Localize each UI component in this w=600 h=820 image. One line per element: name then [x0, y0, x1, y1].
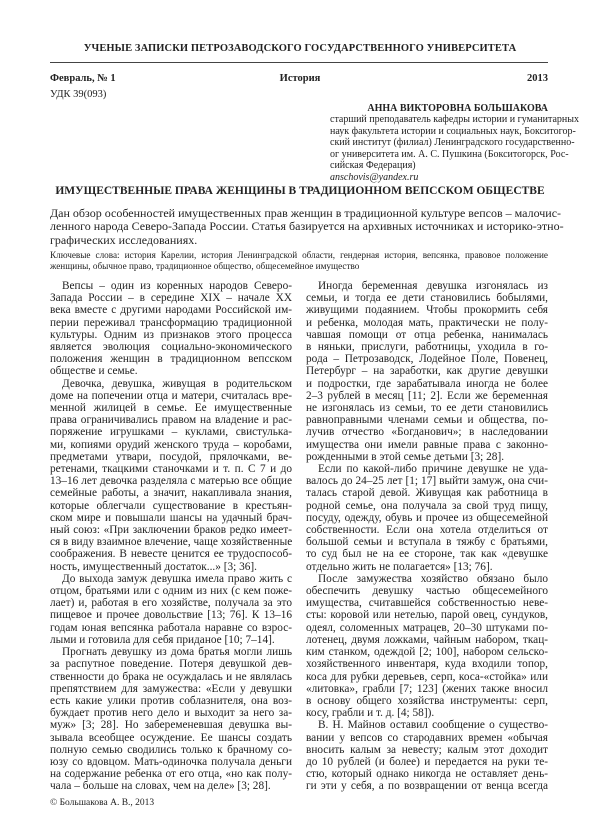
abstract-line: Дан обзор особенностей имущественных прав женщин в традиционной культуре вепсов – малочис- [50, 206, 562, 220]
text-line: чала – больше на словах, чем на деле» [3; 28]. [50, 780, 271, 793]
author-name: АННА ВИКТОРОВНА БОЛЬШАКОВА [367, 103, 548, 114]
text-line: в основу общего хозяйства инструменты: серп, [306, 694, 548, 707]
text-line: до 10 рублей (и более) и передается на руки те- [306, 755, 548, 768]
text-line: годам юная вепсянка работала наравне со взрос- [50, 621, 292, 634]
text-line: лучив отчество «Богданович»; в наследовании [306, 426, 548, 439]
paragraph [50, 280, 292, 378]
text-line: ким станком, одеждой [2; 100], набором сельско- [306, 646, 548, 659]
text-line: собственности. Если она хотела отделиться от [306, 524, 548, 537]
text-line: права ограничивались правом на владение и рас- [50, 414, 292, 427]
text-line: Иногда беременная девушка изгонялась из [318, 280, 548, 292]
text-line: вносить калым за невесту; калым этот доходит [306, 743, 548, 756]
paragraph [306, 573, 548, 719]
keywords [50, 250, 548, 272]
text-line: менной жилицей в семье. Ее имущественные [50, 402, 292, 415]
left-column [50, 280, 292, 793]
text-line: чавшая помощи от отца ребенка, нанималась [306, 328, 548, 341]
paragraph [50, 378, 292, 573]
affiliation-line: ский институт (филиал) Ленинградского государственно- [330, 137, 575, 149]
text-line: на содержание ребенка от его отца, «но как полу- [50, 768, 292, 781]
text-line: отдельно жить не полагается» [13; 76]. [306, 560, 493, 573]
text-line: Девочка, девушка, живущая в родительском [62, 377, 292, 390]
text-line: полную семью сводились только к брачному со- [50, 743, 292, 756]
affiliation-line: наук факультета истории и социальных наук, Бокситогор- [330, 125, 576, 137]
text-line: «литовка», грабли [7; 123] (жених также вносил [306, 682, 548, 695]
text-line: ственности до брака не осуждалась и не являлась [50, 670, 292, 683]
header-divider [50, 62, 548, 63]
text-line: ся в виду взаимное влечение, чаще хозяйственные [50, 536, 293, 549]
paragraph [50, 646, 292, 792]
text-line: и ребенка, молодая мать, практически не полу- [306, 316, 548, 329]
text-line: зывала всеобщее осуждение. Ее шансы создать [50, 731, 292, 744]
text-line: отцом, братьями или с одним из них (с кем поже- [50, 585, 292, 598]
udk-code: УДК 39(093) [50, 89, 107, 100]
text-line: ги эти у себя, а по возвращении от венца всегда [306, 780, 548, 793]
text-line: ми, копиями орудий женского труда – коробами, [50, 438, 292, 451]
text-line: лает) и, работая в его хозяйстве, получала за это [50, 597, 292, 610]
text-line: обеспечить девушку частью общесемейного [306, 585, 548, 598]
paragraph [306, 719, 548, 792]
text-line: равноправными членами семьи и общества, по- [306, 414, 548, 427]
text-line: положения женщин в традиционном вепсском [50, 353, 292, 366]
text-line: Вепсы – один из коренных народов Северо- [62, 280, 292, 292]
affiliation-line: старший преподаватель кафедры истории и гуманитарных [330, 114, 579, 125]
text-line: имущества они имели равные права с законно- [306, 438, 548, 451]
text-line: стю, который однако никогда не оставляет день- [306, 768, 548, 781]
abstract-line: графических исследованиях. [50, 232, 198, 247]
text-line: обществе и семье. [50, 365, 138, 378]
text-line: то суд был не на ее стороне, так как «девушке [306, 548, 548, 561]
text-line: перии переживал трансформацию традиционной [50, 316, 292, 329]
text-line: живущими подаянием. Чтобы прокормить себя [306, 304, 548, 317]
keywords-line: женщины, обычное право, традиционное общество, общесемейное имущество [50, 261, 360, 272]
text-line: 2–3 рублей в месяц [11; 2]. Если же беременная [306, 389, 548, 402]
text-line: культуры. Одним из признаков этого процесса [50, 328, 292, 341]
text-line: Петербург – на заработки, как другие девушки [306, 365, 548, 378]
abstract [50, 206, 564, 247]
text-line: ность, имущественный достаток...» [3; 36]. [50, 560, 257, 573]
affiliation-line: сийская Федерация) [330, 160, 416, 172]
text-line: является эволюция социально-экономического [50, 341, 292, 354]
paragraph [50, 573, 292, 646]
article-title: ИМУЩЕСТВЕННЫЕ ПРАВА ЖЕНЩИНЫ В ТРАДИЦИОННОМ ВЕПССКОМ ОБЩЕСТВЕ [55, 185, 545, 197]
right-column [306, 280, 548, 793]
text-line: Прогнать девушку из дома братья могли лишь [62, 646, 292, 659]
text-line: сты: коровой или нетелью, парой овец, сундуков, [306, 609, 548, 622]
text-line: хозяйственного инвентаря, куда входили топор, [306, 658, 548, 671]
text-line: До выхода замуж девушка имела право жить с [62, 572, 292, 585]
text-line: вании у вепсов со стародавних времен «обычая [306, 731, 548, 744]
text-line: семейные работы, а значит, накапливала знания, [50, 487, 292, 500]
text-line: родной семье, она получала за свой труд пищу, [306, 499, 548, 512]
text-line: После замужества хозяйство обязано было [318, 572, 548, 585]
text-line: юзу со вдовцом. Мать-одиночка получала деньги [50, 755, 292, 768]
text-line: посуду, одежду, обувь и прочее из общесемейной [306, 511, 548, 524]
text-line: в няньки, прислуги, работницы, уходила в го- [306, 341, 548, 354]
text-line: большой семьи и вступала в тяжбу с братьями, [306, 536, 548, 549]
issue-label: Февраль, № 1 [50, 73, 116, 84]
text-line: за распутное поведение. Потеря девушкой дев- [50, 658, 292, 671]
year-label: 2013 [527, 73, 548, 84]
text-line: ском мире и повышали шансы на удачный брач- [50, 511, 292, 524]
text-line: имущества, считавшейся собственностью неве- [306, 597, 548, 610]
text-line: которые облегчали существование в крестьян- [50, 499, 292, 512]
text-line: предметами утвари, посудой, прялочками, ве- [50, 450, 292, 463]
text-line: валось до 24–25 лет [1; 17] выйти замуж, она счи- [306, 475, 548, 488]
author-email[interactable]: anschovis@yandex.ru [330, 171, 419, 183]
text-line: есть какие улики против соблазнителя, она воз- [50, 694, 292, 707]
text-line: В. Н. Майнов оставил сообщение о существо- [318, 719, 548, 732]
affiliation-line: ог университета им. А. С. Пушкина (Бокситогорск, Рос- [330, 148, 569, 160]
paragraph [306, 280, 548, 463]
text-line: Запада России – в середине XIX – начале XX [50, 292, 292, 305]
text-line: рода – Петрозаводск, Лодейное Поле, Повенец, [306, 353, 548, 366]
text-line: ретенами, ткацкими станочками и т. п. С 7 и до [50, 463, 292, 476]
abstract-line: ленного народа Северо-Запада России. Статья базируется на архивных источниках и историко-этно- [50, 219, 564, 234]
text-line: муж» [3; 28]. Но забеременевшая девушка вы- [50, 719, 292, 732]
text-line: семьи, и тогда ее дети становились бобылями, [306, 292, 548, 305]
text-line: лыми и готовила для себя приданое [10; 7–14]. [50, 633, 275, 646]
author-affiliation [330, 114, 579, 184]
text-line: одеял, соломенных матрацев, 20–30 штуками по- [306, 621, 548, 634]
text-line: ный союз: «При заключении браков редко имеет- [50, 524, 292, 537]
text-line: буждает против него дело и выходит за него за- [50, 707, 292, 720]
text-line: Если по какой-либо причине девушке не уда- [318, 463, 548, 476]
keywords-line: Ключевые слова: история Карелии, история Ленинградской области, гендерная история, вепсянка, правовое положение [50, 250, 548, 260]
text-line: препятствием для замужества: «Если у девушки [50, 682, 292, 695]
text-line: косу, грабли и т. д. [4; 58]). [306, 707, 435, 720]
text-line: лотенец, двумя ложками, чайным набором, ткац- [306, 633, 548, 646]
text-line: пищевое и прочее довольствие [13; 76]. К 13–16 [50, 609, 292, 622]
journal-title: УЧЕНЫЕ ЗАПИСКИ ПЕТРОЗАВОДСКОГО ГОСУДАРСТВЕННОГО УНИВЕРСИТЕТА [83, 43, 517, 54]
text-line: талась старой девой. Живущая как работница в [306, 487, 548, 500]
text-line: доме на попечении отца и матери, считалась вре- [50, 389, 292, 402]
text-line: соображения. В невесте ценится ее трудоспособ- [50, 548, 292, 561]
paragraph [306, 463, 548, 573]
section-label: История [279, 73, 321, 84]
text-line: поряжение игрушками – куклами, свистулька- [50, 426, 292, 439]
copyright: © Большакова А. В., 2013 [50, 798, 155, 808]
text-line: не изгонялась из семьи, то ее дети становились [306, 402, 548, 415]
text-line: и подростки, где зарабатывала иногда не более [306, 377, 548, 390]
text-line: коса для рубки деревьев, серп, коса-«стойка» или [306, 670, 548, 683]
text-line: века вместе с другими народами Российской им- [50, 304, 292, 317]
text-line: 13–16 лет девочка разделяла с матерью все общие [50, 475, 292, 488]
text-line: рожденными в этой семье детьми [3; 28]. [306, 450, 505, 463]
